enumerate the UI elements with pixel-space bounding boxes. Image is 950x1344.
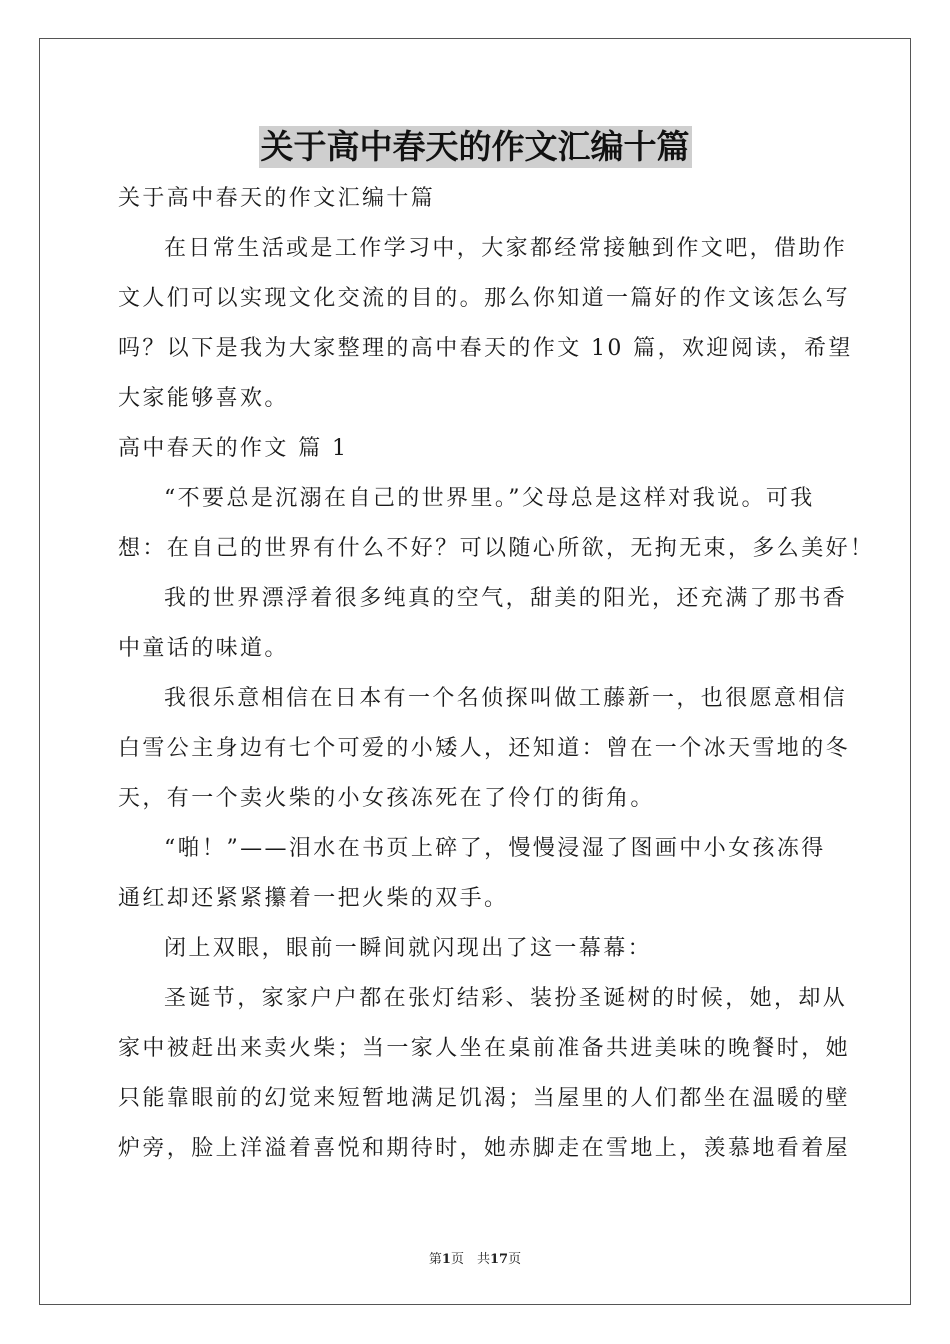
page-footer xyxy=(0,1248,950,1267)
text-line: 闭上双眼，眼前一瞬间就闪现出了这一幕幕： xyxy=(164,936,653,961)
text-line: 我的世界漂浮着很多纯真的空气，甜美的阳光，还充满了那书香 xyxy=(164,586,848,611)
text-line: 高中春天的作文 篇 1 xyxy=(118,436,349,461)
current-page-number: 1 xyxy=(441,1252,451,1267)
text-line: 吗？以下是我为大家整理的高中春天的作文 10 篇，欢迎阅读，希望 xyxy=(118,336,853,361)
text-line: 我很乐意相信在日本有一个名侦探叫做工藤新一，也很愿意相信 xyxy=(164,686,848,711)
footer-suffix: 页 xyxy=(508,1252,522,1267)
document-body xyxy=(118,174,875,1174)
text-line: 家中被赶出来卖火柴；当一家人坐在桌前准备共进美味的晚餐时，她 xyxy=(118,1036,851,1061)
text-line: 关于高中春天的作文汇编十篇 xyxy=(118,186,436,211)
text-line: 白雪公主身边有七个可爱的小矮人，还知道：曾在一个冰天雪地的冬 xyxy=(118,736,851,761)
text-line: 天，有一个卖火柴的小女孩冻死在了伶仃的街角。 xyxy=(118,786,655,811)
footer-prefix: 第 xyxy=(428,1252,442,1267)
document-title: 关于高中春天的作文汇编十篇 xyxy=(260,127,690,166)
text-line: 只能靠眼前的幻觉来短暂地满足饥渴；当屋里的人们都坐在温暖的壁 xyxy=(118,1086,851,1111)
text-line: “不要总是沉溺在自己的世界里。”父母总是这样对我说。可我 xyxy=(164,486,815,511)
footer-mid: 页 共 xyxy=(450,1252,490,1267)
text-line: 通红却还紧紧攥着一把火柴的双手。 xyxy=(118,886,509,911)
text-line: 圣诞节，家家户户都在张灯结彩、装扮圣诞树的时候，她，却从 xyxy=(164,986,848,1011)
text-line: “啪！”——泪水在书页上碎了，慢慢浸湿了图画中小女孩冻得 xyxy=(164,836,826,861)
text-line: 想：在自己的世界有什么不好？可以随心所欲，无拘无束，多么美好！ xyxy=(118,536,875,561)
text-line: 炉旁，脸上洋溢着喜悦和期待时，她赤脚走在雪地上，羡慕地看着屋 xyxy=(118,1136,851,1161)
text-line: 文人们可以实现文化交流的目的。那么你知道一篇好的作文该怎么写 xyxy=(118,286,851,311)
text-line: 中童话的味道。 xyxy=(118,636,289,661)
total-page-count: 17 xyxy=(489,1252,509,1267)
text-line: 在日常生活或是工作学习中，大家都经常接触到作文吧，借助作 xyxy=(164,236,848,261)
text-line: 大家能够喜欢。 xyxy=(118,386,289,411)
title-container xyxy=(0,126,950,168)
